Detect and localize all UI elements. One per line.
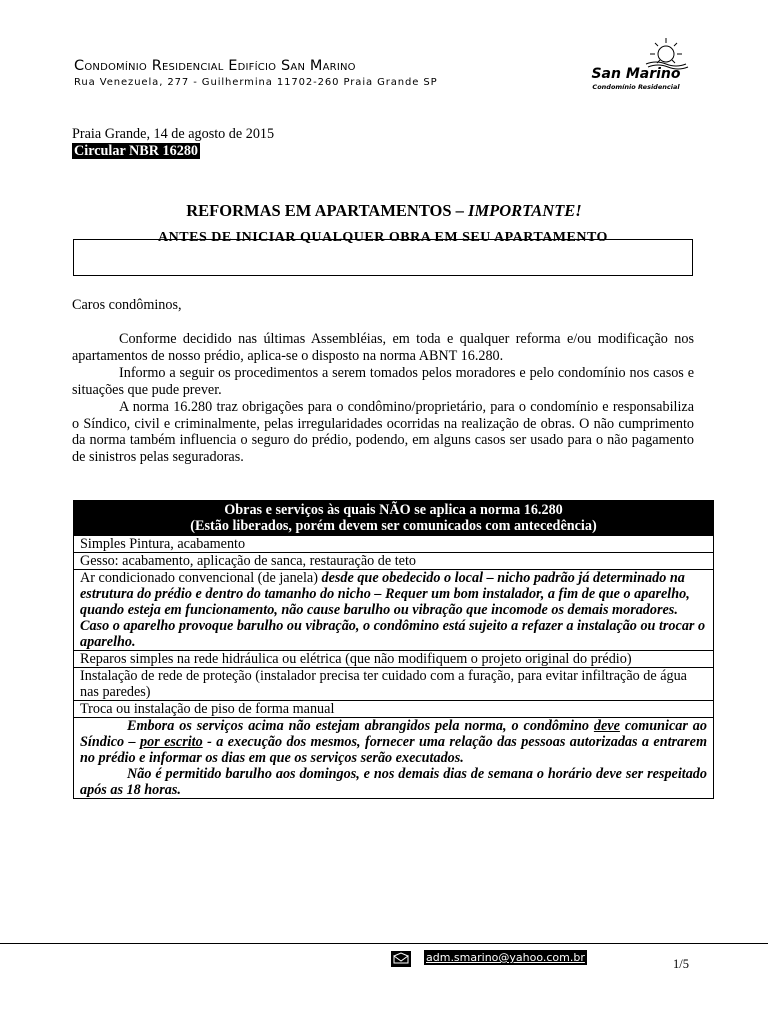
table-header [74,501,714,536]
paragraph-2: Informo a seguir os procedimentos a serem tomados pelos moradores e pelo condomínio nos casos e situações que pude prever. [72,365,694,398]
table-cell-air-conditioning [74,570,714,651]
paragraph-1: Conforme decidido nas últimas Assembléias, em toda e qualquer reforma e/ou modificação nos apartamentos de nosso prédio, aplica-se o disposto na norma ABNT 16.280. [72,331,694,364]
note-deve: deve [593,718,620,734]
condo-address: Rua Venezuela, 277 - Guilhermina 11702-260 Praia Grande SP [74,77,438,88]
condo-name: Condomínio Residencial Edifício San Marino [74,58,356,74]
table-row [74,718,714,799]
note-text-b: comunicar ao Síndico – [80,718,707,750]
table-cell: Simples Pintura, acabamento [74,536,714,553]
footer-divider [0,943,768,944]
logo-title: San Marino [591,66,681,82]
table-row [74,701,714,718]
sun-icon [586,36,696,70]
title-emphasis: IMPORTANTE! [468,201,582,220]
table-row [74,536,714,553]
note-por-escrito: por escrito [140,734,203,750]
table-row [74,651,714,668]
table-header-row [74,501,714,536]
circular-label: Circular NBR 16280 [74,143,199,159]
envelope-icon [391,951,411,967]
table-row [74,553,714,570]
table-cell: Instalação de rede de proteção (instalador precisa ter cuidado com a furação, para evitar infiltração de água nas paredes) [74,668,714,701]
paragraph-3: A norma 16.280 traz obrigações para o condômino/proprietário, para o condomínio e responsabiliza o Síndico, civil e criminalmente, pelas irregularidades ocorridas na realização de obras. O não cumprimento da norma também influencia o seguro do prédio, podendo, em alguns casos ser usado para o não pagamento de sinistros pelas seguradoras. [72,399,694,465]
ac-conditions-text: desde que obedecido o local – nicho padrão já determinado na estrutura do prédio e dentro do tamanho do nicho – Requer um bom instalador, a fim de que o aparelho, quando esteja em funcionamento, não cause barulho ou vibração que incomode os demais moradores. Caso o aparelho provoque barulho ou vibração, o condômino está sujeito a refazer a instalação ou trocar o aparelho. [80,570,706,650]
ac-plain-text: Ar condicionado convencional (de janela) [80,570,322,586]
table-header-line-1: Obras e serviços às quais NÃO se aplica a norma 16.280 [224,502,563,518]
greeting: Caros condôminos, [72,297,182,313]
warning-box [73,230,693,276]
letter-date: Praia Grande, 14 de agosto de 2015 [72,126,275,142]
exempt-works-table [73,500,714,799]
note-paragraph-2: Não é permitido barulho aos domingos, e nos demais dias de semana o horário deve ser respeitado após as 18 horas. [80,766,707,798]
logo-subtitle: Condomínio Residencial [592,83,680,91]
san-marino-logo [586,36,696,96]
table-row [74,668,714,701]
note-text-c: - a execução dos mesmos, fornecer uma relação das pessoas autorizadas a entrarem no prédio e informar os dias em que os serviços serão executados. [80,734,707,766]
table-row [74,570,714,651]
page-number: 1/5 [673,957,689,971]
table-note-cell [74,718,714,799]
email-link[interactable]: adm.smarino@yahoo.com.br [426,951,585,964]
table-cell: Gesso: acabamento, aplicação de sanca, restauração de teto [74,553,714,570]
page-title [0,201,768,221]
note-text-a: Embora os serviços acima não estejam abrangidos pela norma, o condômino [127,718,594,734]
table-cell: Troca ou instalação de piso de forma manual [74,701,714,718]
table-cell: Reparos simples na rede hidráulica ou elétrica (que não modifiquem o projeto original do prédio) [74,651,714,668]
note-paragraph-1 [80,718,707,766]
warning-text: ANTES DE INICIAR QUALQUER OBRA EM SEU APARTAMENTO [158,230,608,245]
table-header-line-2: (Estão liberados, porém devem ser comunicados com antecedência) [190,518,597,534]
title-main: REFORMAS EM APARTAMENTOS – [186,201,469,220]
